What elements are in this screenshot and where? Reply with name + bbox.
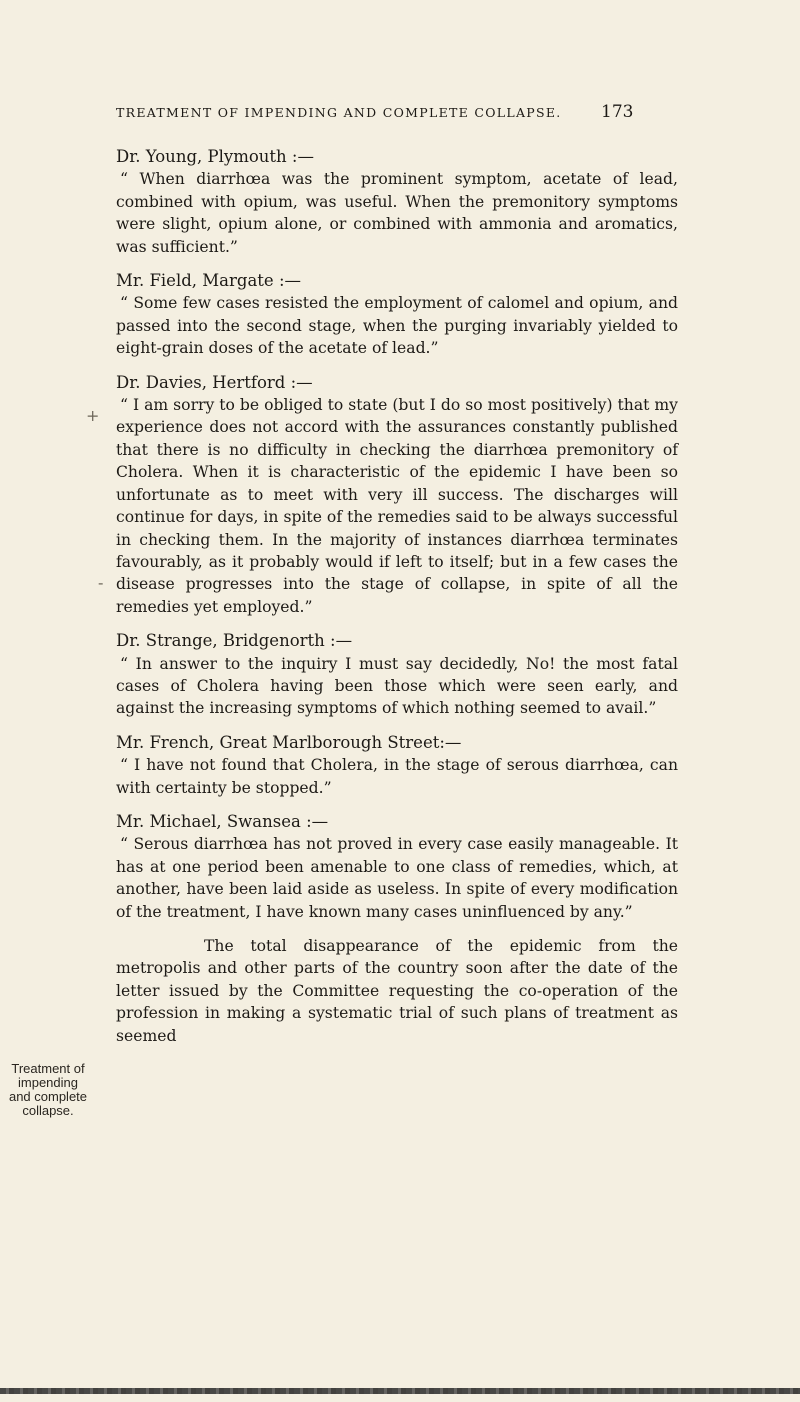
marginal-note-line: collapse.: [22, 1103, 74, 1118]
marginal-note-line: Treatment of: [11, 1061, 85, 1076]
correspondent-entry: [116, 146, 678, 258]
correspondent-name: Dr. Davies, Hertford :—: [116, 372, 313, 392]
marginal-note-line: and complete: [8, 1089, 88, 1104]
correspondent-name: Mr. Field, Margate :—: [116, 271, 301, 291]
correspondent-quote: “ When diarrhœa was the prominent symptom, acetate of lead, combined with opium, was useful. When the premonitory symptoms were slight, opium alone, or combined with ammonia and aromatics, was sufficient.”: [116, 170, 678, 256]
marginal-note-line: impending: [18, 1075, 78, 1090]
marginal-note: [0, 1062, 96, 1118]
pencil-cross-mark: +: [86, 406, 100, 425]
pencil-dash-mark: -: [98, 573, 104, 592]
correspondent-entry: [116, 630, 678, 720]
page-body: [116, 146, 678, 1063]
correspondent-name: Mr. French, Great Marlborough Street:—: [116, 732, 462, 752]
correspondent-name: Dr. Strange, Bridgenorth :—: [116, 631, 353, 651]
correspondent-quote: “ Some few cases resisted the employment of calomel and opium, and passed into the second stage, when the purging invariably yielded to eight-grain doses of the acetate of lead.”: [116, 294, 678, 358]
correspondent-quote: “ In answer to the inquiry I must say decidedly, No! the most fatal cases of Cholera having been those which were seen early, and against the increasing symptoms of which nothing seemed to avail.”: [116, 654, 678, 718]
scan-edge-bar: [0, 1388, 800, 1394]
running-title: TREATMENT OF IMPENDING AND COMPLETE COLLAPSE.: [116, 105, 562, 120]
correspondent-name: Dr. Young, Plymouth :—: [116, 147, 314, 166]
correspondent-entry: [116, 372, 678, 618]
correspondent-quote: “ Serous diarrhœa has not proved in every case easily manageable. It has at one period been amenable to one class of remedies, which, at another, have been laid aside as useless. In spite of every modification of the treatment, I have known many cases uninfluenced by any.”: [116, 835, 678, 921]
closing-paragraph: The total disappearance of the epidemic from the metropolis and other parts of the country soon after the date of the letter issued by the Committee requesting the co-operation of the profession in making a systematic trial of such plans of treatment as seemed: [116, 937, 678, 1045]
correspondent-name: Mr. Michael, Swansea :—: [116, 811, 329, 831]
correspondent-quote: “ I have not found that Cholera, in the stage of serous diarrhœa, can with certainty be stopped.”: [116, 756, 678, 797]
correspondent-quote: “ I am sorry to be obliged to state (but I do so most positively) that my experience does not accord with the assurances constantly published that there is no difficulty in checking the diarrhœa premonitory of Cholera. When it is characteristic of the epidemic I have been so unfortunate as to meet with very ill success. The discharges will continue for days, in spite of the remedies said to be always successful in checking them. In the majority of instances diarrhœa terminates favourably, as it probably would if left to itself; but in a few cases the disease progresses into the stage of collapse, in spite of all the remedies yet employed.”: [116, 396, 678, 616]
correspondent-entry: [116, 732, 678, 799]
correspondent-entry: [116, 811, 678, 923]
running-header: [116, 102, 676, 122]
correspondent-entry: [116, 270, 678, 360]
page-number: 173: [601, 102, 634, 122]
